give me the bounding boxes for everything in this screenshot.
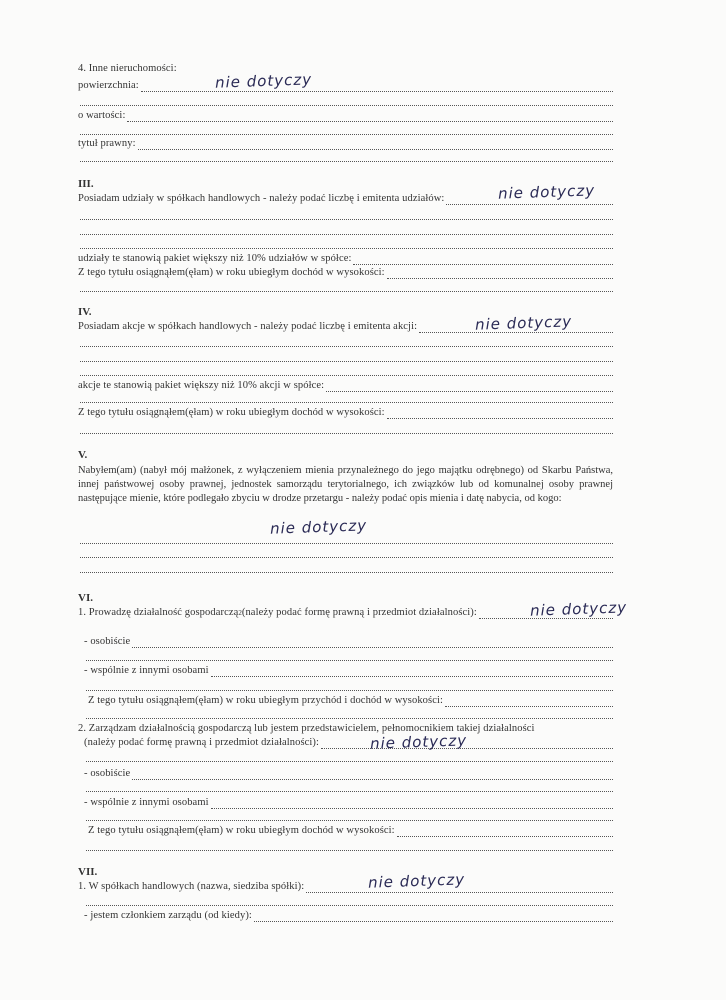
s5-blank-1 bbox=[78, 534, 613, 544]
s4b-label-2: akcje te stanowią pakiet większy niż 10% akcji w spółce: bbox=[78, 380, 325, 391]
s6-p2-line bbox=[78, 723, 618, 735]
handwriting-s7: nie dotyczy bbox=[367, 870, 466, 892]
s4b-blank-5 bbox=[78, 424, 613, 434]
s4b-blank-4 bbox=[78, 393, 613, 403]
s4-area-label: powierzchnia: bbox=[78, 80, 139, 91]
s6-personal-label: - osobiście bbox=[84, 636, 131, 647]
handwriting-s6-2: nie dotyczy bbox=[369, 731, 468, 753]
handwriting-s3: nie dotyczy bbox=[497, 181, 596, 203]
s6-p2-label: 2. Zarządzam działalnością gospodarczą lub jestem przedstawicielem, pełnomocnikiem takiej działalności bbox=[78, 723, 535, 734]
s5-blank-2 bbox=[78, 548, 613, 558]
s6-blank-3 bbox=[84, 709, 613, 719]
s6-jointly-line bbox=[84, 665, 613, 677]
handwriting-s6-1: nie dotyczy bbox=[529, 598, 628, 620]
s4b-label-1: Posiadam akcje w spółkach handlowych - należy podać liczbę i emitenta akcji: bbox=[78, 321, 418, 332]
s3-label-1: Posiadam udziały w spółkach handlowych - należy podać liczbę i emitenta udziałów: bbox=[78, 193, 445, 204]
s6-blank-2 bbox=[84, 681, 613, 691]
s4b-label-3: Z tego tytułu osiągnąłem(ęłam) w roku ubiegłym dochód w wysokości: bbox=[78, 407, 385, 418]
s4-blank-line-3 bbox=[78, 152, 613, 162]
s5-blank-3 bbox=[78, 563, 613, 573]
s6-income1-label: Z tego tytułu osiągnąłem(ęłam) w roku ubiegłym przychód i dochód w wysokości: bbox=[88, 695, 444, 706]
s6-income2-label: Z tego tytułu osiągnąłem(ęłam) w roku ubiegłym dochód w wysokości: bbox=[88, 825, 395, 836]
s4b-line-2 bbox=[78, 380, 613, 392]
s3-blank-4 bbox=[78, 282, 613, 292]
handwriting-s5: nie dotyczy bbox=[269, 516, 368, 538]
s7-line-2 bbox=[84, 910, 613, 922]
s4b-blank-3 bbox=[78, 366, 613, 376]
s4b-blank-1 bbox=[78, 337, 613, 347]
s4-value-label: o wartości: bbox=[78, 110, 126, 121]
s6-personal-line-2 bbox=[84, 768, 613, 780]
handwriting-s4: nie dotyczy bbox=[214, 70, 313, 92]
s6-personal-line bbox=[84, 636, 613, 648]
s3-label-3: Z tego tytułu osiągnąłem(ęłam) w roku ubiegłym dochód w wysokości: bbox=[78, 267, 385, 278]
s7-number: VII. bbox=[78, 866, 98, 878]
handwriting-s4b: nie dotyczy bbox=[474, 312, 573, 334]
s4-legal-line bbox=[78, 138, 613, 150]
s6-p1-rest: (należy podać formę prawną i przedmiot działalności): bbox=[241, 607, 477, 618]
s6-income2-line bbox=[88, 825, 613, 837]
s4b-line-3 bbox=[78, 407, 613, 419]
s6-p1-footnote: 2 bbox=[238, 609, 242, 617]
s4b-number: IV. bbox=[78, 306, 92, 318]
s4-area-line bbox=[78, 80, 613, 92]
s6-jointly-line-2 bbox=[84, 797, 613, 809]
s6-jointly-label: - wspólnie z innymi osobami bbox=[84, 665, 209, 676]
s7-line-1 bbox=[78, 881, 613, 893]
s5-number: V. bbox=[78, 449, 88, 461]
s3-blank-2 bbox=[78, 225, 613, 235]
s7-blank-1 bbox=[84, 896, 613, 906]
s6-p2b-label: (należy podać formę prawną i przedmiot działalności): bbox=[84, 737, 320, 748]
s5-text: Nabyłem(am) (nabył mój małżonek, z wyłączeniem mienia przynależnego do jego majątku odrębnego) od Skarbu Państwa, innej państwowej osoby prawnej, jednostek samorządu terytorialnego, ich związków lub od komunalnej osoby prawnej następujące mienie, które podlegało zbyciu w drodze przetargu - należy podać opis mienia i datę nabycia, od kogo: bbox=[78, 465, 613, 504]
s6-blank-5 bbox=[84, 782, 613, 792]
s6-jointly-label-2: - wspólnie z innymi osobami bbox=[84, 797, 209, 808]
s3-blank-1 bbox=[78, 210, 613, 220]
s6-number: VI. bbox=[78, 592, 93, 604]
s7-label-2: - jestem członkiem zarządu (od kiedy): bbox=[84, 910, 252, 921]
s6-p2b-line bbox=[84, 737, 613, 749]
s3-number: III. bbox=[78, 178, 94, 190]
s4-blank-line-2 bbox=[78, 125, 613, 135]
s4-title: 4. Inne nieruchomości: bbox=[78, 63, 177, 74]
s6-blank-7 bbox=[84, 841, 613, 851]
s3-line-3 bbox=[78, 267, 613, 279]
s6-p1-label: 1. Prowadzę działalność gospodarczą bbox=[78, 607, 239, 618]
s6-blank-6 bbox=[84, 811, 613, 821]
s6-blank-1 bbox=[84, 651, 613, 661]
s3-label-2: udziały te stanowią pakiet większy niż 10% udziałów w spółce: bbox=[78, 253, 352, 264]
s6-blank-4 bbox=[84, 752, 613, 762]
s6-income1-line bbox=[88, 695, 613, 707]
s4-blank-line bbox=[78, 96, 613, 106]
s4-value-line bbox=[78, 110, 613, 122]
s3-line-2 bbox=[78, 253, 613, 265]
s3-blank-3 bbox=[78, 239, 613, 249]
s4b-blank-2 bbox=[78, 352, 613, 362]
s4-legal-label: tytuł prawny: bbox=[78, 138, 136, 149]
s6-personal-label-2: - osobiście bbox=[84, 768, 131, 779]
s4-title-line bbox=[78, 63, 608, 75]
s7-label-1: 1. W spółkach handlowych (nazwa, siedziba spółki): bbox=[78, 881, 305, 892]
